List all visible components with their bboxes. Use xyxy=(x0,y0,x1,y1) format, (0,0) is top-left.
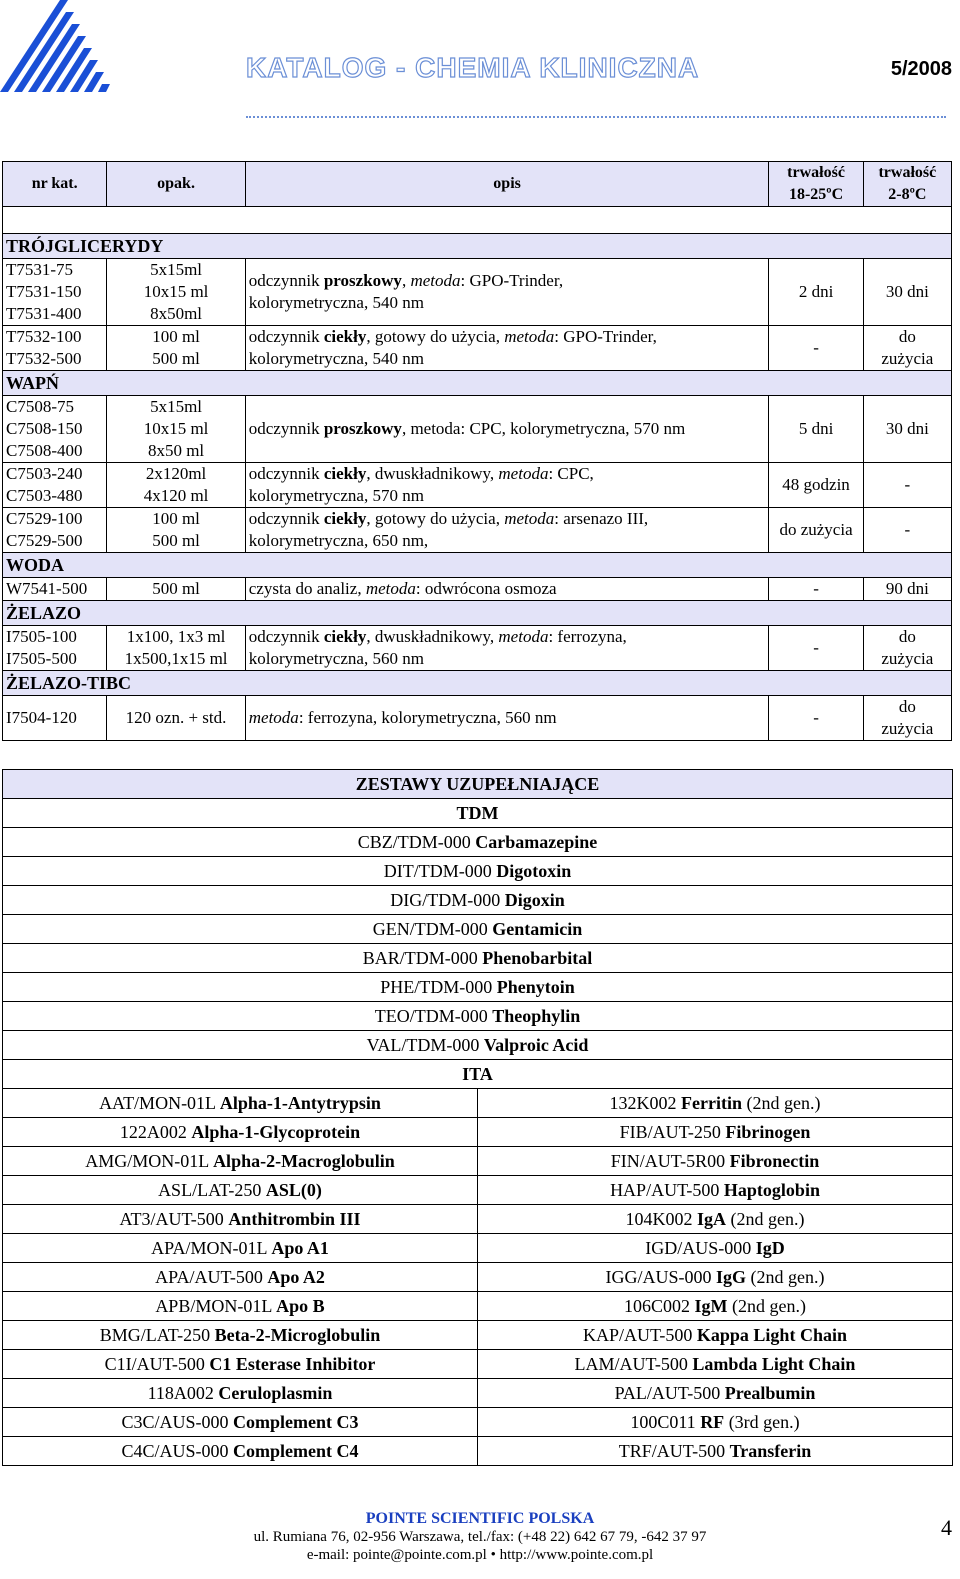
ita-item-left xyxy=(3,1263,478,1292)
ita-row xyxy=(3,1437,953,1466)
stability-room: - xyxy=(769,326,863,371)
ita-item-right xyxy=(478,1147,953,1176)
tdm-row xyxy=(3,973,953,1002)
kit-code: TRF/AUT-500 xyxy=(618,1441,730,1461)
section-woda: WODA xyxy=(3,553,952,578)
stability-fridge: 30 dni xyxy=(863,396,951,463)
kit-name: Transferin xyxy=(729,1441,812,1461)
kit-code: 118A002 xyxy=(147,1383,219,1403)
ita-title-row xyxy=(3,1060,953,1089)
packaging: 120 ozn. + std. xyxy=(107,696,245,741)
packaging: 100 ml 500 ml xyxy=(107,326,245,371)
tdm-row xyxy=(3,886,953,915)
kit-name: Ferritin xyxy=(681,1093,742,1113)
catalog-numbers: C7503-240 C7503-480 xyxy=(3,463,107,508)
page-header xyxy=(0,0,960,125)
kit-code: ASL/LAT-250 xyxy=(158,1180,266,1200)
ita-item-right xyxy=(478,1408,953,1437)
catalog-numbers: T7532-100 T7532-500 xyxy=(3,326,107,371)
section-row xyxy=(3,553,952,578)
stability-room: 5 dni xyxy=(769,396,863,463)
kit-name: Complement C4 xyxy=(233,1441,359,1461)
kit-code: CBZ/TDM-000 xyxy=(357,832,476,852)
packaging: 1x100, 1x3 ml 1x500,1x15 ml xyxy=(107,626,245,671)
footer-contact: e-mail: pointe@pointe.com.pl • http://www.pointe.com.pl xyxy=(306,1547,654,1563)
kit-suffix: (2nd gen.) xyxy=(726,1209,805,1229)
stability-fridge: - xyxy=(863,463,951,508)
stability-fridge: - xyxy=(863,508,951,553)
kits-title: ZESTAWY UZUPEŁNIAJĄCE xyxy=(3,770,953,799)
ita-item-left xyxy=(3,1379,478,1408)
table-row xyxy=(3,259,952,326)
section-trojglicerydy: TRÓJGLICERYDY xyxy=(3,234,952,259)
kit-suffix: (2nd gen.) xyxy=(746,1267,825,1287)
kit-code: DIT/TDM-000 xyxy=(383,861,497,881)
kit-name: ASL(0) xyxy=(265,1180,322,1200)
header-opis: opis xyxy=(245,162,769,207)
kit-name: Haptoglobin xyxy=(723,1180,820,1200)
table-row xyxy=(3,463,952,508)
tdm-item xyxy=(3,973,953,1002)
ita-item-right xyxy=(478,1089,953,1118)
stability-room: 2 dni xyxy=(769,259,863,326)
packaging: 5x15ml 10x15 ml 8x50ml xyxy=(107,259,245,326)
ita-item-left xyxy=(3,1350,478,1379)
stability-room: 48 godzin xyxy=(769,463,863,508)
kit-name: Digoxin xyxy=(504,890,565,910)
ita-row xyxy=(3,1292,953,1321)
kit-name: C1 Esterase Inhibitor xyxy=(209,1354,376,1374)
ita-row xyxy=(3,1176,953,1205)
ita-item-left xyxy=(3,1321,478,1350)
table-row xyxy=(3,626,952,671)
description: odczynnik ciekły, dwuskładnikowy, metoda: CPC, kolorymetryczna, 570 nm xyxy=(245,463,769,508)
packaging: 500 ml xyxy=(107,578,245,601)
ita-item-right xyxy=(478,1176,953,1205)
kit-name: Phenobarbital xyxy=(482,948,593,968)
stability-fridge: 90 dni xyxy=(863,578,951,601)
kit-name: Fibrinogen xyxy=(725,1122,811,1142)
tdm-row xyxy=(3,828,953,857)
footer-address: ul. Rumiana 76, 02-956 Warszawa, tel./fax: (+48 22) 642 67 79, -642 37 97 xyxy=(253,1529,707,1545)
table-row xyxy=(3,696,952,741)
kit-name: IgM xyxy=(694,1296,728,1316)
section-row xyxy=(3,601,952,626)
kit-name: Phenytoin xyxy=(496,977,575,997)
ita-item-left xyxy=(3,1147,478,1176)
kit-code: BAR/TDM-000 xyxy=(362,948,483,968)
ita-item-left xyxy=(3,1205,478,1234)
catalog-date: 5/2008 xyxy=(890,58,952,80)
kit-code: HAP/AUT-500 xyxy=(610,1180,724,1200)
kit-code: APA/AUT-500 xyxy=(155,1267,268,1287)
tdm-item xyxy=(3,915,953,944)
kit-code: 132K002 xyxy=(609,1093,682,1113)
ita-item-right xyxy=(478,1350,953,1379)
kit-name: Carbamazepine xyxy=(475,832,598,852)
description: odczynnik ciekły, gotowy do użycia, metoda: GPO-Trinder, kolorymetryczna, 540 nm xyxy=(245,326,769,371)
kit-code: KAP/AUT-500 xyxy=(583,1325,697,1345)
kit-name: Alpha-1-Antytrypsin xyxy=(219,1093,381,1113)
stability-fridge: do zużycia xyxy=(863,696,951,741)
section-row xyxy=(3,371,952,396)
kit-name: Digotoxin xyxy=(496,861,572,881)
table-header-row xyxy=(3,162,952,207)
footer-company: POINTE SCIENTIFIC POLSKA xyxy=(365,1510,595,1527)
kit-name: Gentamicin xyxy=(492,919,583,939)
ita-row xyxy=(3,1147,953,1176)
page-footer xyxy=(0,1510,960,1564)
tdm-item xyxy=(3,1031,953,1060)
catalog-numbers: I7505-100 I7505-500 xyxy=(3,626,107,671)
kit-name: Complement C3 xyxy=(233,1412,359,1432)
kit-name: Apo B xyxy=(276,1296,325,1316)
tdm-title: TDM xyxy=(3,799,953,828)
description: odczynnik ciekły, dwuskładnikowy, metoda: ferrozyna, kolorymetryczna, 560 nm xyxy=(245,626,769,671)
ita-item-left xyxy=(3,1437,478,1466)
description: odczynnik proszkowy, metoda: CPC, kolorymetryczna, 570 nm xyxy=(245,396,769,463)
header-trwalosc-fridge: trwałość 2-8ºC xyxy=(863,162,951,207)
ita-item-right xyxy=(478,1437,953,1466)
description: odczynnik ciekły, gotowy do użycia, metoda: arsenazo III, kolorymetryczna, 650 nm, xyxy=(245,508,769,553)
kit-code: IGG/AUS-000 xyxy=(605,1267,716,1287)
header-divider xyxy=(246,116,946,118)
tdm-title-row xyxy=(3,799,953,828)
ita-item-right xyxy=(478,1321,953,1350)
kit-code: FIB/AUT-250 xyxy=(619,1122,726,1142)
tdm-row xyxy=(3,1031,953,1060)
ita-item-right xyxy=(478,1379,953,1408)
kit-name: IgA xyxy=(697,1209,727,1229)
stability-fridge: do zużycia xyxy=(863,326,951,371)
section-zelazo: ŻELAZO xyxy=(3,601,952,626)
kit-code: C3C/AUS-000 xyxy=(121,1412,234,1432)
kit-name: Theophylin xyxy=(492,1006,581,1026)
kit-code: 100C011 xyxy=(630,1412,701,1432)
kit-name: Beta-2-Microglobulin xyxy=(214,1325,381,1345)
ita-item-left xyxy=(3,1234,478,1263)
catalog-numbers: W7541-500 xyxy=(3,578,107,601)
packaging: 100 ml 500 ml xyxy=(107,508,245,553)
ita-item-right xyxy=(478,1234,953,1263)
kit-suffix: (2nd gen.) xyxy=(742,1093,821,1113)
kit-code: PHE/TDM-000 xyxy=(380,977,497,997)
spacer-row xyxy=(3,207,952,234)
header-nr: nr kat. xyxy=(3,162,107,207)
kit-name: Valproic Acid xyxy=(483,1035,589,1055)
company-logo xyxy=(0,0,120,96)
stability-room: - xyxy=(769,626,863,671)
kit-name: Apo A1 xyxy=(271,1238,329,1258)
table-row xyxy=(3,396,952,463)
kit-name: Prealbumin xyxy=(724,1383,816,1403)
kit-code: IGD/AUS-000 xyxy=(645,1238,756,1258)
ita-item-left xyxy=(3,1089,478,1118)
kit-code: DIG/TDM-000 xyxy=(390,890,505,910)
kit-code: AAT/MON-01L xyxy=(99,1093,220,1113)
table-row xyxy=(3,508,952,553)
tdm-row xyxy=(3,857,953,886)
description: odczynnik proszkowy, metoda: GPO-Trinder, kolorymetryczna, 540 nm xyxy=(245,259,769,326)
kit-code: TEO/TDM-000 xyxy=(374,1006,493,1026)
kit-code: C1I/AUT-500 xyxy=(104,1354,210,1374)
kit-code: PAL/AUT-500 xyxy=(614,1383,725,1403)
kit-code: 122A002 xyxy=(119,1122,192,1142)
kits-title-row xyxy=(3,770,953,799)
section-row xyxy=(3,234,952,259)
page-number: 4 xyxy=(941,1515,952,1540)
kit-name: Kappa Light Chain xyxy=(696,1325,847,1345)
ita-row xyxy=(3,1205,953,1234)
kit-name: Alpha-2-Macroglobulin xyxy=(213,1151,395,1171)
kit-code: BMG/LAT-250 xyxy=(99,1325,215,1345)
kit-code: APA/MON-01L xyxy=(151,1238,272,1258)
ita-item-left xyxy=(3,1292,478,1321)
kit-name: Anthitrombin III xyxy=(228,1209,361,1229)
tdm-item xyxy=(3,828,953,857)
kit-code: LAM/AUT-500 xyxy=(574,1354,693,1374)
stability-room: - xyxy=(769,696,863,741)
description: czysta do analiz, metoda: odwrócona osmoza xyxy=(245,578,769,601)
ita-item-right xyxy=(478,1292,953,1321)
ita-item-left xyxy=(3,1118,478,1147)
ita-row xyxy=(3,1379,953,1408)
kit-suffix: (2nd gen.) xyxy=(727,1296,806,1316)
section-wapn: WAPŃ xyxy=(3,371,952,396)
description: metoda: ferrozyna, kolorymetryczna, 560 nm xyxy=(245,696,769,741)
catalog-title: KATALOG - CHEMIA KLINICZNA xyxy=(246,52,700,83)
tdm-row xyxy=(3,1002,953,1031)
tdm-row xyxy=(3,944,953,973)
ita-row xyxy=(3,1350,953,1379)
ita-row xyxy=(3,1234,953,1263)
stability-fridge: do zużycia xyxy=(863,626,951,671)
catalog-numbers: I7504-120 xyxy=(3,696,107,741)
kit-name: Fibronectin xyxy=(729,1151,820,1171)
ita-row xyxy=(3,1408,953,1437)
product-table xyxy=(2,161,952,741)
ita-item-right xyxy=(478,1205,953,1234)
table-row xyxy=(3,326,952,371)
kit-code: VAL/TDM-000 xyxy=(366,1035,484,1055)
tdm-item xyxy=(3,857,953,886)
supplementary-kits-table xyxy=(2,769,953,1466)
kit-name: Alpha-1-Glycoprotein xyxy=(191,1122,361,1142)
packaging: 2x120ml 4x120 ml xyxy=(107,463,245,508)
tdm-item xyxy=(3,1002,953,1031)
kit-code: APB/MON-01L xyxy=(155,1296,277,1316)
kit-name: IgD xyxy=(755,1238,785,1258)
ita-row xyxy=(3,1089,953,1118)
tdm-item xyxy=(3,944,953,973)
tdm-row xyxy=(3,915,953,944)
header-trwalosc-room: trwałość 18-25ºC xyxy=(769,162,863,207)
kit-name: RF xyxy=(700,1412,725,1432)
section-row xyxy=(3,671,952,696)
kit-name: Lambda Light Chain xyxy=(692,1354,856,1374)
kit-name: Apo A2 xyxy=(267,1267,325,1287)
kit-code: FIN/AUT-5R00 xyxy=(610,1151,730,1171)
kit-code: GEN/TDM-000 xyxy=(372,919,493,939)
catalog-numbers: T7531-75 T7531-150 T7531-400 xyxy=(3,259,107,326)
ita-item-left xyxy=(3,1176,478,1205)
section-zelazo-tibc: ŻELAZO-TIBC xyxy=(3,671,952,696)
kit-code: C4C/AUS-000 xyxy=(121,1441,234,1461)
table-row xyxy=(3,578,952,601)
kit-name: IgG xyxy=(716,1267,747,1287)
kit-code: 106C002 xyxy=(624,1296,695,1316)
kit-code: AMG/MON-01L xyxy=(85,1151,214,1171)
catalog-numbers: C7508-75 C7508-150 C7508-400 xyxy=(3,396,107,463)
stability-fridge: 30 dni xyxy=(863,259,951,326)
ita-item-right xyxy=(478,1118,953,1147)
stability-room: - xyxy=(769,578,863,601)
stability-room: do zużycia xyxy=(769,508,863,553)
packaging: 5x15ml 10x15 ml 8x50 ml xyxy=(107,396,245,463)
kit-name: Ceruloplasmin xyxy=(218,1383,333,1403)
ita-item-right xyxy=(478,1263,953,1292)
kit-code: 104K002 xyxy=(625,1209,697,1229)
ita-row xyxy=(3,1263,953,1292)
catalog-numbers: C7529-100 C7529-500 xyxy=(3,508,107,553)
ita-row xyxy=(3,1321,953,1350)
kit-code: AT3/AUT-500 xyxy=(119,1209,229,1229)
header-opak: opak. xyxy=(107,162,245,207)
tdm-item xyxy=(3,886,953,915)
kit-suffix: (3rd gen.) xyxy=(724,1412,800,1432)
ita-item-left xyxy=(3,1408,478,1437)
ita-title: ITA xyxy=(3,1060,953,1089)
ita-row xyxy=(3,1118,953,1147)
